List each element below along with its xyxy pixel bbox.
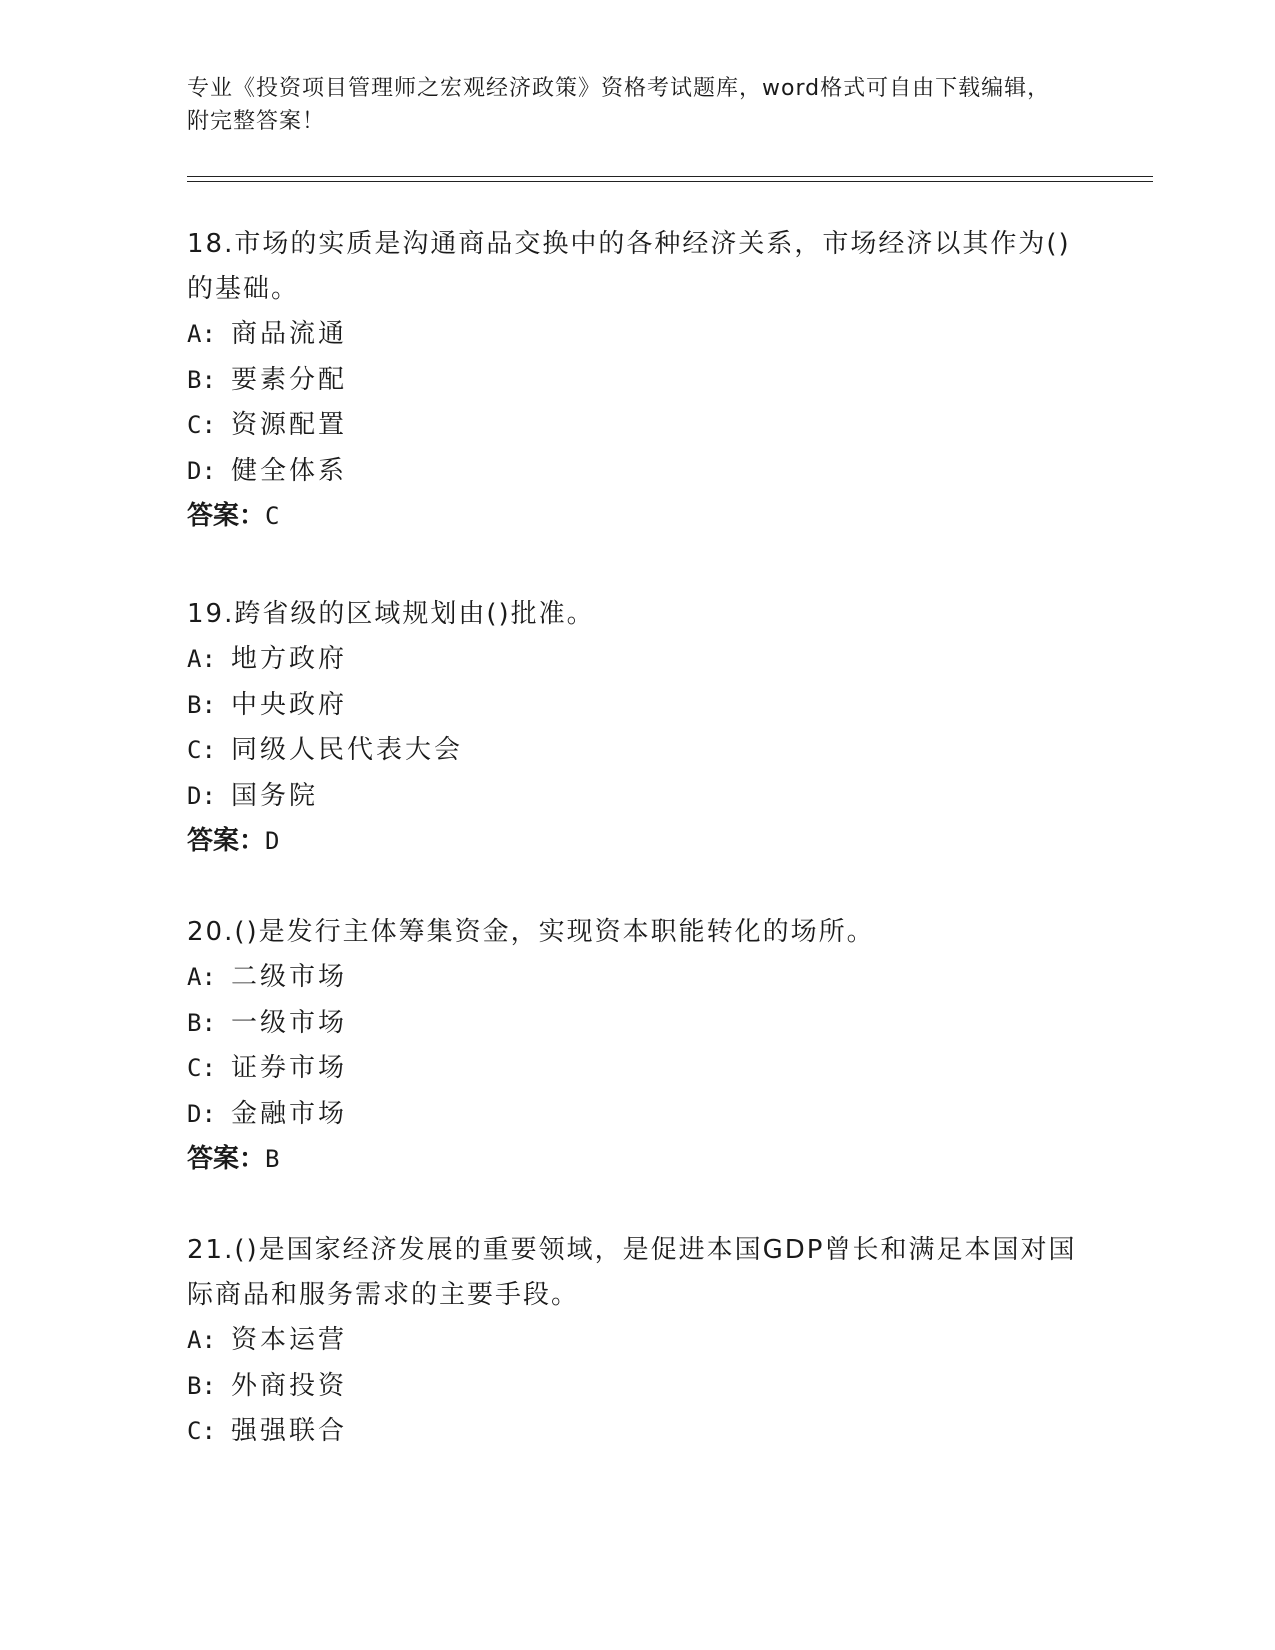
answer [187, 1137, 1077, 1182]
answer-value: D [265, 827, 280, 855]
question-19 [187, 592, 1077, 864]
option-c [187, 1046, 1077, 1092]
answer [187, 819, 1077, 864]
option-letter: D: [187, 456, 216, 485]
option-text: 同级人民代表大会 [231, 735, 464, 765]
option-letter: C: [187, 411, 216, 439]
answer-value: C [265, 502, 280, 530]
option-text: 金融市场 [231, 1098, 348, 1129]
option-c [187, 403, 1077, 449]
option-text: 证券市场 [231, 1053, 348, 1083]
option-letter: A: [187, 963, 216, 991]
option-text: 地方政府 [231, 644, 348, 674]
answer [187, 494, 1077, 539]
option-text: 资源配置 [231, 410, 348, 440]
header-divider-top [187, 176, 1153, 177]
header-divider-bottom [187, 181, 1153, 182]
question-18 [187, 222, 1077, 539]
question-20 [187, 910, 1077, 1182]
option-a [187, 312, 1077, 358]
option-letter: B: [187, 365, 216, 394]
option-letter: D: [187, 781, 216, 810]
document-header: 专业《投资项目管理师之宏观经济政策》资格考试题库，word格式可自由下载编辑，附完整答案！ [187, 76, 1051, 134]
option-d [187, 1092, 1077, 1138]
option-text: 中央政府 [231, 689, 348, 720]
option-b [187, 1364, 1077, 1410]
option-a [187, 637, 1077, 683]
answer-value: B [265, 1145, 280, 1173]
question-stem: 21.()是国家经济发展的重要领域，是促进本国GDP曾长和满足本国对国际商品和服务需求的主要手段。 [187, 1235, 1077, 1310]
option-text: 资本运营 [231, 1325, 348, 1355]
option-letter: D: [187, 1099, 216, 1128]
option-a [187, 955, 1077, 1001]
question-stem: 18.市场的实质是沟通商品交换中的各种经济关系，市场经济以其作为()的基础。 [187, 229, 1071, 304]
option-text: 外商投资 [231, 1370, 348, 1401]
option-letter: B: [187, 1371, 216, 1400]
option-b [187, 1001, 1077, 1047]
option-text: 要素分配 [231, 364, 348, 395]
option-letter: C: [187, 736, 216, 764]
answer-label: 答案： [187, 826, 266, 856]
option-text: 健全体系 [231, 455, 348, 486]
question-stem: 19.跨省级的区域规划由()批准。 [187, 599, 595, 629]
option-letter: B: [187, 690, 216, 719]
option-c [187, 728, 1077, 774]
option-text: 商品流通 [231, 319, 348, 349]
option-letter: A: [187, 645, 216, 673]
option-text: 二级市场 [231, 962, 348, 992]
option-d [187, 449, 1077, 495]
option-d [187, 774, 1077, 820]
question-stem: 20.()是发行主体筹集资金，实现资本职能转化的场所。 [187, 917, 875, 947]
option-text: 强强联合 [231, 1416, 348, 1446]
option-b [187, 358, 1077, 404]
question-21 [187, 1228, 1077, 1455]
answer-label: 答案： [187, 1144, 266, 1174]
option-b [187, 683, 1077, 729]
option-letter: A: [187, 320, 216, 348]
option-letter: C: [187, 1417, 216, 1445]
option-letter: A: [187, 1326, 216, 1354]
option-text: 一级市场 [231, 1007, 348, 1038]
option-letter: C: [187, 1054, 216, 1082]
answer-label: 答案： [187, 501, 266, 531]
option-text: 国务院 [231, 780, 319, 811]
option-a [187, 1318, 1077, 1364]
option-letter: B: [187, 1008, 216, 1037]
option-c [187, 1409, 1077, 1455]
